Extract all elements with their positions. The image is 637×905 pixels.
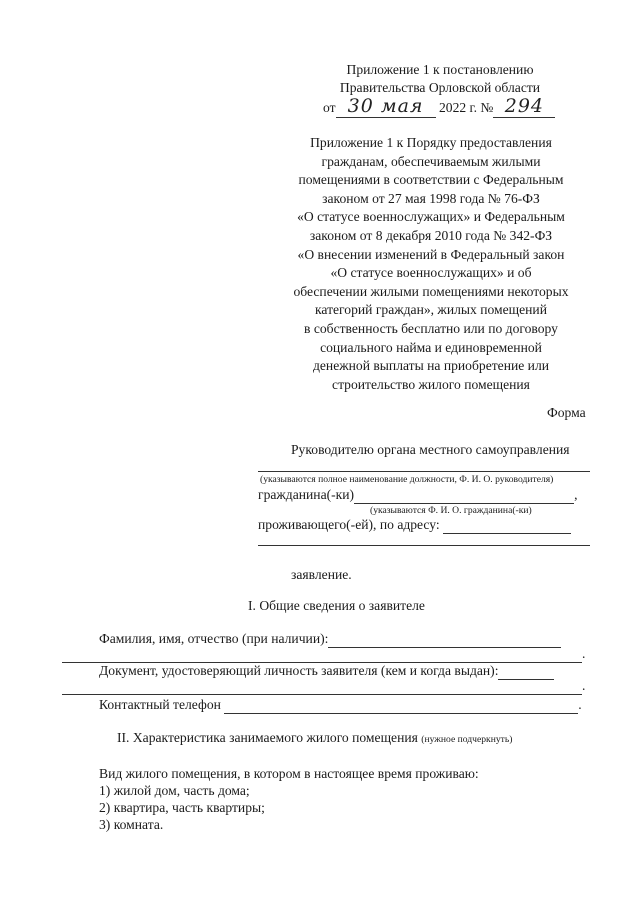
housing-option-1: 1) жилой дом, часть дома;: [99, 783, 250, 798]
header-date-line: [323, 95, 555, 118]
citizen-label: гражданина(-ки): [258, 487, 355, 502]
annex-line: законом от 27 мая 1998 года № 76-ФЗ: [322, 190, 540, 206]
header-line-2: Правительства Орловской области: [339, 80, 541, 95]
addressee-title: Руководителю органа местного самоуправления: [291, 442, 570, 457]
document-line-2: .: [62, 678, 585, 695]
phone-field: [224, 697, 578, 714]
housing-question: Вид жилого помещения, в котором в настоящее время проживаю:: [99, 766, 479, 781]
section2-title-line: [117, 730, 512, 746]
statement-label: заявление.: [291, 567, 352, 582]
residing-line: [258, 517, 571, 534]
section1-title: I. Общие сведения о заявителе: [248, 598, 425, 613]
header-line-1: Приложение 1 к постановлению: [346, 62, 534, 77]
form-label: Форма: [547, 405, 586, 420]
year-text: 2022 г. №: [438, 100, 494, 115]
annex-line: обеспечении жилыми помещениями некоторых: [293, 283, 569, 299]
annex-line: «О статусе военнослужащих» и об: [330, 265, 532, 281]
full-name-line-2: .: [62, 646, 585, 663]
housing-option-3: 3) комната.: [99, 817, 164, 832]
annex-line: «О внесении изменений в Федеральный закон: [297, 246, 565, 262]
address-line-2: [258, 545, 590, 546]
citizen-name-field: [354, 487, 574, 504]
full-name-label: Фамилия, имя, отчество (при наличии):: [99, 631, 329, 646]
phone-label: Контактный телефон: [99, 697, 221, 712]
section2-hint: (нужное подчеркнуть): [421, 734, 513, 745]
residing-label: проживающего(-ей), по адресу:: [258, 517, 440, 532]
annex-line: социального найма и единовременной: [320, 339, 542, 355]
annex-line: в собственность бесплатно или по договору: [304, 320, 558, 336]
date-handwritten: 30 мая: [347, 95, 424, 117]
official-hint: (указываются полное наименование должности, Ф. И. О. руководителя): [260, 474, 554, 485]
annex-text-block: [266, 134, 596, 394]
annex-line: категорий граждан», жилых помещений: [314, 302, 547, 318]
date-prefix: от: [323, 100, 336, 115]
number-handwritten: 294: [504, 95, 544, 117]
annex-line: Приложение 1 к Порядку предоставления: [310, 135, 552, 150]
annex-line: денежной выплаты на приобретение или: [312, 358, 550, 374]
official-name-line: [258, 471, 590, 472]
annex-line: законом от 8 декабря 2010 года № 342-ФЗ: [309, 227, 553, 243]
phone-line: Контактный телефон .: [99, 697, 582, 712]
citizen-hint: (указываются Ф. И. О. гражданина(-ки): [370, 505, 532, 516]
annex-line: помещениями в соответствии с Федеральным: [298, 172, 564, 188]
number-handwritten-field: [493, 95, 555, 118]
document-label: Документ, удостоверяющий личность заявителя (кем и когда выдан):: [99, 663, 499, 678]
date-handwritten-field: [336, 95, 436, 118]
annex-line: строительство жилого помещения: [332, 376, 530, 392]
annex-line: «О статусе военнослужащих» и Федеральным: [297, 209, 565, 225]
housing-option-2: 2) квартира, часть квартиры;: [99, 800, 265, 815]
citizen-line: гражданина(-ки) ,: [258, 487, 578, 502]
annex-line: гражданам, обеспечиваемым жилыми: [321, 153, 541, 169]
address-field: [443, 517, 571, 534]
section2-title: II. Характеристика занимаемого жилого помещения: [117, 730, 418, 745]
